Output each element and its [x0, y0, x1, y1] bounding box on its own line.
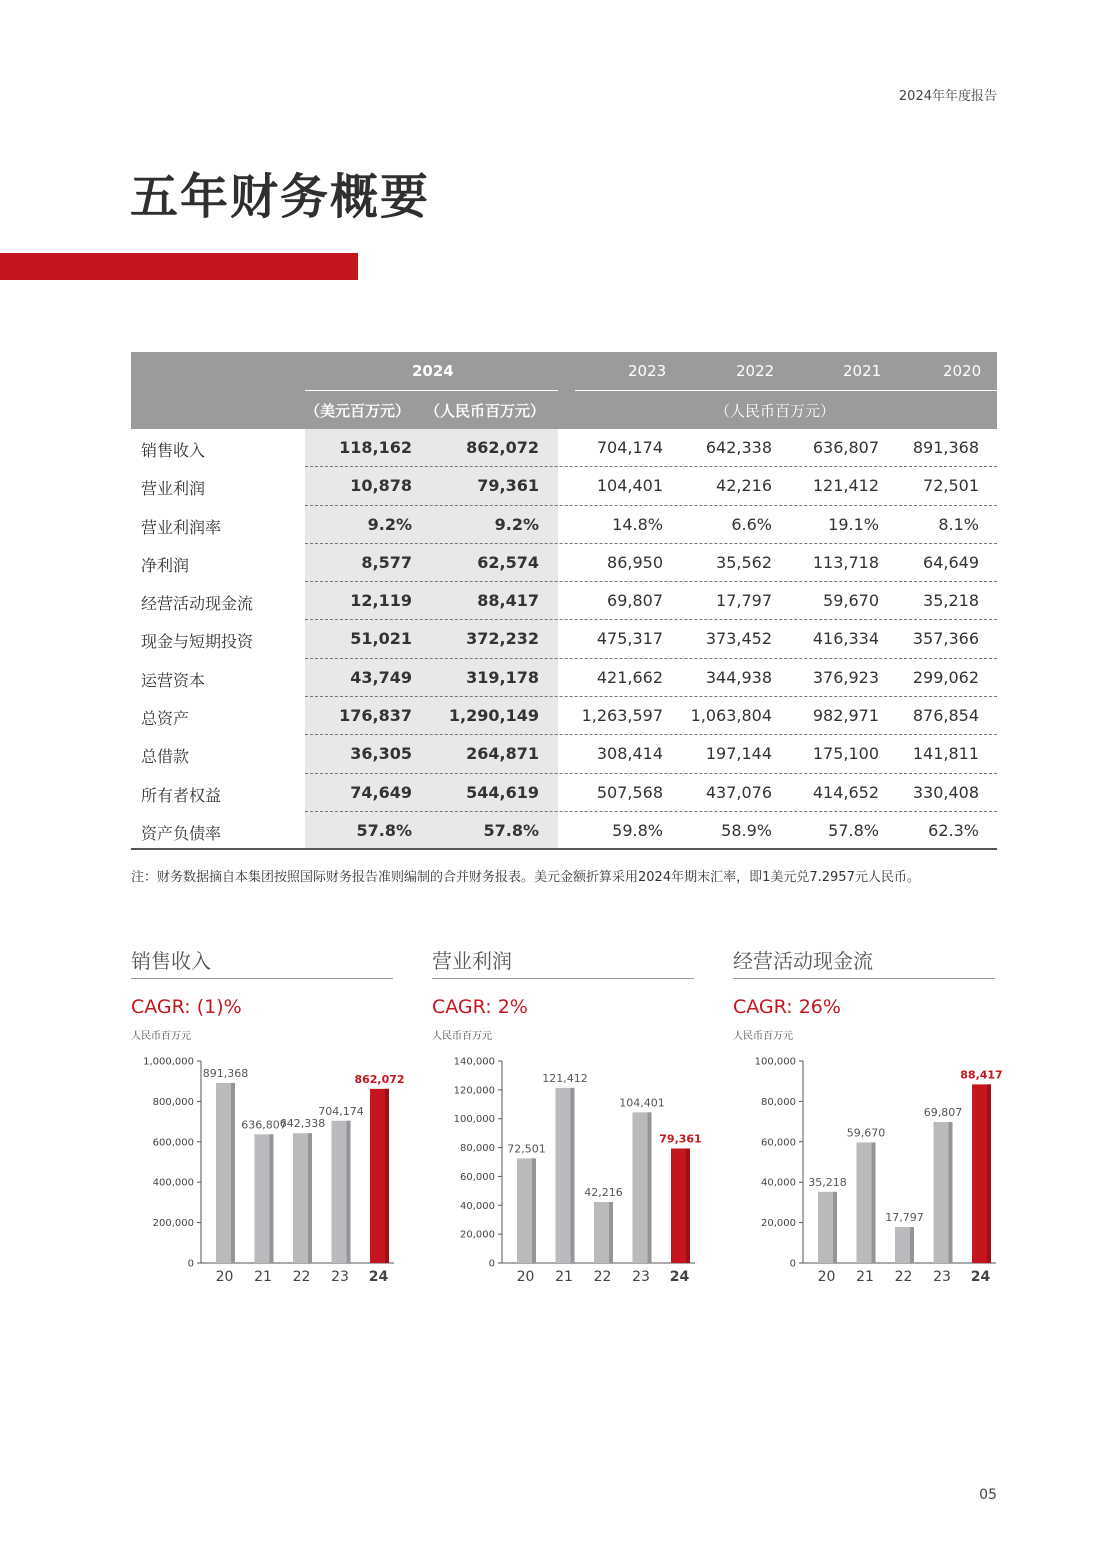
y-tick-label: 0	[488, 1258, 495, 1270]
row-label: 现金与短期投资	[141, 632, 254, 652]
chart-unit: 人民币百万元	[432, 1031, 492, 1042]
cell-y2021: 416,334	[812, 629, 879, 649]
cell-rmb: 9.2%	[494, 514, 539, 534]
cell-usd: 74,649	[350, 782, 412, 802]
y-tick-label: 100,000	[453, 1114, 495, 1126]
bar-shade	[347, 1121, 351, 1263]
header-sub-usd: （美元百万元）	[305, 402, 411, 420]
cell-y2023: 507,568	[596, 782, 663, 802]
table-header	[131, 352, 997, 429]
cell-y2023: 308,414	[596, 744, 663, 764]
chart-cagr: CAGR: 2%	[432, 996, 528, 1018]
cell-y2021: 59,670	[823, 591, 879, 611]
cell-y2022: 1,063,804	[690, 706, 772, 726]
y-tick-label: 200,000	[152, 1218, 194, 1230]
cell-usd: 9.2%	[367, 514, 412, 534]
bar-shade	[270, 1134, 274, 1263]
row-label: 总资产	[141, 709, 190, 729]
cell-rmb: 79,361	[477, 476, 539, 496]
y-tick-label: 1,000,000	[143, 1056, 194, 1068]
chart-unit: 人民币百万元	[733, 1031, 793, 1042]
cell-rmb: 544,619	[466, 782, 539, 802]
cell-y2020: 876,854	[912, 706, 979, 726]
cell-y2022: 642,338	[705, 438, 772, 457]
table-row	[131, 659, 997, 697]
chart-unit: 人民币百万元	[131, 1031, 191, 1042]
x-tick-label: 22	[292, 1269, 311, 1285]
cell-usd: 12,119	[350, 591, 412, 611]
row-label: 营业利润率	[141, 517, 222, 537]
bar-shade	[987, 1084, 991, 1263]
cell-y2020: 330,408	[912, 782, 979, 802]
bar-shade	[231, 1083, 235, 1263]
x-tick-label: 24	[970, 1269, 991, 1285]
x-tick-label: 22	[894, 1269, 913, 1285]
x-tick-label: 22	[593, 1269, 612, 1285]
cell-y2022: 35,562	[716, 552, 772, 572]
cell-y2023: 475,317	[596, 629, 663, 649]
y-tick-label: 20,000	[761, 1218, 796, 1230]
table-row	[131, 506, 997, 544]
x-tick-label: 20	[215, 1269, 234, 1285]
bar-value-label: 642,338	[279, 1117, 326, 1131]
row-label: 运营资本	[141, 670, 206, 690]
x-tick-label: 20	[817, 1269, 836, 1285]
cell-y2023: 59.8%	[612, 820, 663, 840]
cell-y2023: 104,401	[596, 476, 663, 496]
cell-y2020: 141,811	[912, 744, 979, 764]
bar-shade	[385, 1089, 389, 1263]
bar-value-label: 121,412	[542, 1071, 588, 1085]
x-tick-label: 20	[516, 1269, 535, 1285]
cell-rmb: 862,072	[466, 438, 539, 457]
chart-plot	[693, 1053, 1003, 1288]
financial-summary-table	[131, 352, 997, 850]
cell-y2023: 69,807	[607, 591, 663, 611]
cell-usd: 8,577	[361, 552, 412, 572]
bar-value-label: 704,174	[318, 1104, 364, 1118]
bar-value-label: 69,807	[923, 1105, 963, 1119]
cell-usd: 176,837	[339, 706, 412, 726]
bar-shade	[532, 1158, 536, 1263]
title-accent-bar	[0, 253, 358, 280]
cell-y2021: 376,923	[812, 667, 879, 687]
table-row	[131, 697, 997, 735]
header-year-2022: 2022	[736, 362, 775, 380]
cell-y2023: 14.8%	[612, 514, 663, 534]
bar-shade	[308, 1133, 312, 1263]
cell-y2023: 1,263,597	[581, 706, 663, 726]
bar-value-label: 17,797	[885, 1211, 924, 1225]
row-label: 营业利润	[141, 479, 206, 499]
table-row	[131, 774, 997, 812]
cell-y2021: 57.8%	[828, 820, 879, 840]
chart-plot	[392, 1053, 702, 1288]
y-tick-label: 80,000	[460, 1143, 495, 1155]
cell-y2021: 636,807	[812, 438, 879, 457]
table-row	[131, 582, 997, 620]
cell-y2022: 373,452	[705, 629, 772, 649]
chart-plot	[91, 1053, 405, 1288]
cell-usd: 10,878	[350, 476, 412, 496]
cell-y2021: 982,971	[812, 706, 879, 726]
cell-y2022: 197,144	[705, 744, 772, 764]
y-tick-label: 800,000	[152, 1096, 194, 1108]
bar-shade	[910, 1227, 914, 1263]
header-year-2024: 2024	[412, 362, 454, 380]
bar-shade	[571, 1088, 575, 1263]
table-row	[131, 467, 997, 505]
header-sub-rmb: （人民币百万元）	[425, 402, 546, 420]
cell-rmb: 57.8%	[483, 820, 539, 840]
cell-y2020: 891,368	[912, 438, 979, 457]
bar-value-label: 104,401	[619, 1096, 665, 1110]
cell-y2021: 19.1%	[828, 514, 879, 534]
cell-y2022: 344,938	[705, 667, 772, 687]
cell-y2020: 62.3%	[928, 820, 979, 840]
cell-usd: 118,162	[339, 438, 412, 457]
chart-sales-revenue	[131, 945, 405, 1285]
y-tick-label: 60,000	[761, 1137, 796, 1149]
cell-y2021: 121,412	[812, 476, 879, 496]
header-year-2023: 2023	[628, 362, 667, 380]
bar-value-label: 72,501	[507, 1142, 546, 1156]
chart-title: 营业利润	[432, 945, 694, 979]
table-body	[131, 429, 997, 850]
bar-shade	[872, 1142, 876, 1263]
cell-y2020: 299,062	[912, 667, 979, 687]
chart-cagr: CAGR: 26%	[733, 996, 841, 1018]
chart-operating-cash-flow	[733, 945, 1003, 1285]
cell-y2023: 704,174	[596, 438, 663, 457]
y-tick-label: 60,000	[460, 1171, 495, 1183]
x-tick-label: 21	[856, 1269, 874, 1285]
header-rule-2024	[305, 390, 558, 391]
x-tick-label: 21	[555, 1269, 573, 1285]
table-row	[131, 812, 997, 850]
y-tick-label: 140,000	[453, 1056, 495, 1068]
header-year-2020: 2020	[943, 362, 982, 380]
cell-rmb: 1,290,149	[448, 706, 539, 726]
cell-rmb: 372,232	[466, 629, 539, 649]
cell-y2022: 437,076	[705, 782, 772, 802]
x-tick-label: 23	[933, 1269, 951, 1285]
header-rule-other	[575, 390, 997, 391]
cell-y2021: 113,718	[812, 552, 879, 572]
table-row	[131, 735, 997, 773]
page-title: 五年财务概要	[130, 169, 431, 225]
x-tick-label: 24	[669, 1269, 690, 1285]
page-number: 05	[979, 1487, 997, 1503]
cell-y2020: 35,218	[923, 591, 979, 611]
bar-value-label: 636,807	[241, 1118, 287, 1132]
x-tick-label: 23	[632, 1269, 650, 1285]
cell-y2021: 414,652	[812, 782, 879, 802]
y-tick-label: 400,000	[152, 1177, 194, 1189]
y-tick-label: 0	[187, 1258, 194, 1270]
report-header: 2024年年度报告	[898, 89, 997, 104]
cell-rmb: 319,178	[466, 667, 539, 687]
y-tick-label: 100,000	[754, 1056, 796, 1068]
cell-y2020: 72,501	[923, 476, 979, 496]
row-label: 总借款	[141, 747, 190, 767]
cell-y2023: 421,662	[596, 667, 663, 687]
cell-rmb: 62,574	[477, 552, 539, 572]
bar-value-label: 35,218	[808, 1175, 847, 1189]
cell-y2022: 17,797	[716, 591, 772, 611]
y-tick-label: 0	[789, 1258, 796, 1270]
cell-usd: 57.8%	[356, 820, 412, 840]
y-tick-label: 80,000	[761, 1096, 796, 1108]
row-label: 所有者权益	[141, 785, 222, 805]
bar-value-label: 891,368	[202, 1066, 249, 1080]
row-label: 经营活动现金流	[141, 594, 254, 614]
chart-cagr: CAGR: (1)%	[131, 996, 242, 1018]
bar-shade	[833, 1192, 837, 1263]
x-tick-label: 23	[331, 1269, 349, 1285]
cell-y2022: 6.6%	[731, 514, 772, 534]
bar-shade	[949, 1122, 953, 1263]
row-divider	[131, 848, 997, 850]
y-tick-label: 40,000	[460, 1200, 495, 1212]
cell-rmb: 88,417	[477, 591, 539, 611]
x-tick-label: 21	[254, 1269, 272, 1285]
table-footnote: 注：财务数据摘自本集团按照国际财务报告准则编制的合并财务报表。美元金额折算采用2024年期末汇率，即1美元兑7.2957元人民币。	[131, 870, 920, 885]
header-sub-other: （人民币百万元）	[715, 402, 836, 420]
table-row	[131, 544, 997, 582]
table-row	[131, 429, 997, 467]
y-tick-label: 600,000	[152, 1137, 194, 1149]
cell-y2021: 175,100	[812, 744, 879, 764]
chart-operating-profit	[432, 945, 702, 1285]
bar-value-label: 42,216	[584, 1186, 623, 1200]
bar-shade	[648, 1112, 652, 1263]
bar-shade	[609, 1202, 613, 1263]
y-tick-label: 20,000	[460, 1229, 495, 1241]
chart-title: 经营活动现金流	[733, 945, 995, 979]
y-tick-label: 120,000	[453, 1085, 495, 1097]
cell-y2022: 58.9%	[721, 820, 772, 840]
cell-usd: 51,021	[350, 629, 412, 649]
cell-y2020: 357,366	[912, 629, 979, 649]
bar-value-label: 59,670	[846, 1126, 886, 1140]
cell-usd: 43,749	[350, 667, 412, 687]
y-tick-label: 40,000	[761, 1177, 796, 1189]
cell-usd: 36,305	[350, 744, 412, 764]
cell-y2022: 42,216	[716, 476, 772, 496]
header-year-2021: 2021	[843, 362, 882, 380]
chart-title: 销售收入	[131, 945, 393, 979]
bar-shade	[686, 1148, 690, 1263]
bar-value-label: 88,417	[960, 1068, 1003, 1082]
table-row	[131, 620, 997, 658]
cell-y2020: 64,649	[923, 552, 979, 572]
row-label: 净利润	[141, 555, 190, 575]
row-label: 销售收入	[141, 441, 206, 460]
cell-y2020: 8.1%	[938, 514, 979, 534]
row-label: 资产负债率	[141, 823, 222, 843]
bar-value-label: 79,361	[659, 1132, 702, 1146]
x-tick-label: 24	[368, 1269, 389, 1285]
cell-rmb: 264,871	[466, 744, 539, 764]
cell-y2023: 86,950	[607, 552, 663, 572]
bar-value-label: 862,072	[354, 1072, 405, 1086]
